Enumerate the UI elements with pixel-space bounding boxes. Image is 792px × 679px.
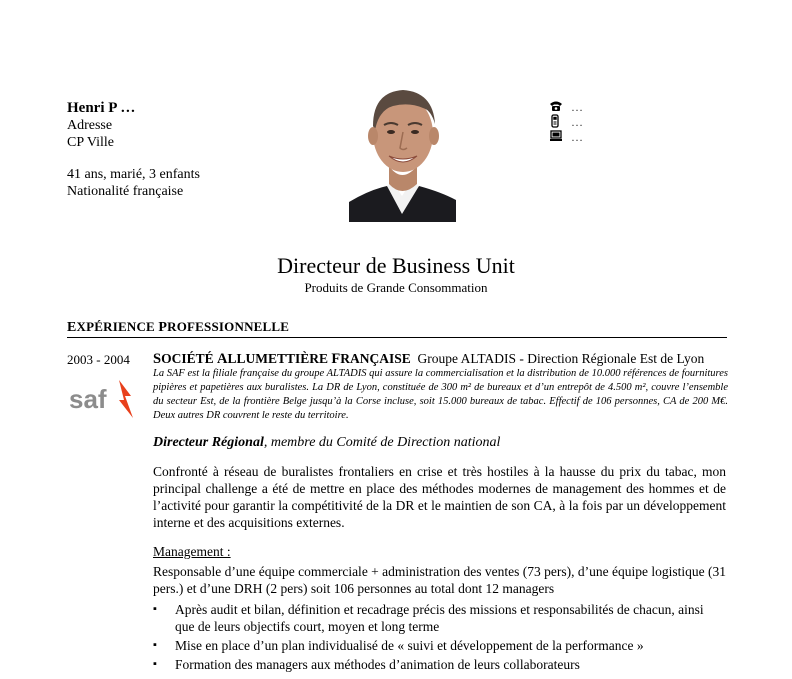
role-title: Directeur Régional [153, 435, 264, 450]
management-heading: Management : [153, 544, 231, 559]
company-name: SOCIÉTÉ ALLUMETTIÈRE FRANÇAISE [153, 351, 411, 367]
portrait-illustration [349, 74, 456, 222]
headline-subtitle: Produits de Grande Consommation [304, 280, 488, 295]
logo-text: saf [69, 384, 107, 414]
section-title-initial-1: E [67, 320, 77, 335]
management-paragraph: Responsable d’une équipe commerciale + administration des ventes (73 pers), d’une équipe logistique (31 pers.) et d’une DRH (2 pers) soit 106 personnes au total dont 12 managers [153, 564, 726, 596]
nationality: Nationalité française [67, 184, 184, 199]
role-detail: , membre du Comité de Direction national [263, 435, 501, 450]
logo-flame-icon [119, 380, 133, 418]
company-line [153, 351, 728, 368]
section-title [67, 319, 727, 336]
management-bullets [153, 601, 726, 675]
identity-block [67, 100, 200, 200]
contact-computer [549, 130, 584, 145]
list-item: ▪ Après audit et bilan, définition et recadrage précis des missions et responsabilités de chacun, ainsi que de leurs objectifs court, moyen et long terme [153, 601, 726, 635]
company-description: La SAF est la filiale française du groupe ALTADIS qui assure la commercialisation et la distribution de 10.000 références de fournitures pipières et papetières aux buralistes. La DR de Lyon, constituée de 300 m² de bureaux et d’un entrepôt de 4.500 m², couvre l’ensemble du secteur Est, de la frontière Belge jusqu’à la Corse incluse, soit 15.000 bureaux de tabac. Effectif de 106 personnes, CA de 200 M€. Deux autres DR couvrent le reste du territoire. [153, 368, 728, 421]
company-context: Groupe ALTADIS - Direction Régionale Est de Lyon [417, 351, 705, 366]
section-title-part-2: ROFESSIONNELLE [167, 319, 290, 334]
phone-value: … [571, 100, 584, 114]
contact-mobile [549, 115, 584, 130]
candidate-name: Henri P … [67, 100, 136, 116]
experience-dates: 2003 - 2004 [67, 352, 130, 367]
computer-icon [549, 130, 571, 146]
list-item: ▪ Mise en place d’un plan individualisé de « suivi et développement de la performance » [153, 637, 726, 654]
headline-title: Directeur de Business Unit [277, 253, 515, 278]
section-title-part-1: XPÉRIENCE [76, 319, 159, 334]
list-item: ▪ Formation des managers aux méthodes d’animation de leurs collaborateurs [153, 656, 726, 673]
company-logo [67, 374, 139, 422]
city: CP Ville [67, 135, 115, 150]
candidate-photo [349, 74, 456, 222]
mobile-value: … [571, 115, 584, 129]
section-title-initial-2: P [158, 320, 168, 335]
computer-value: … [571, 130, 584, 144]
age-status: 41 ans, marié, 3 enfants [67, 167, 200, 182]
role-line [153, 435, 728, 451]
contact-block [549, 100, 584, 145]
challenge-paragraph: Confronté à réseau de buralistes frontaliers en crise et très hostiles à la hausse du prix du tabac, mon principal challenge a été de mettre en place des méthodes modernes de management des hommes et de l’activité pour garantir la compétitivité de la DR et le maintien de son CA, à la fois par un développement interne et des acquisitions externes. [153, 464, 726, 530]
address: Adresse [67, 118, 113, 133]
section-divider [67, 337, 727, 338]
